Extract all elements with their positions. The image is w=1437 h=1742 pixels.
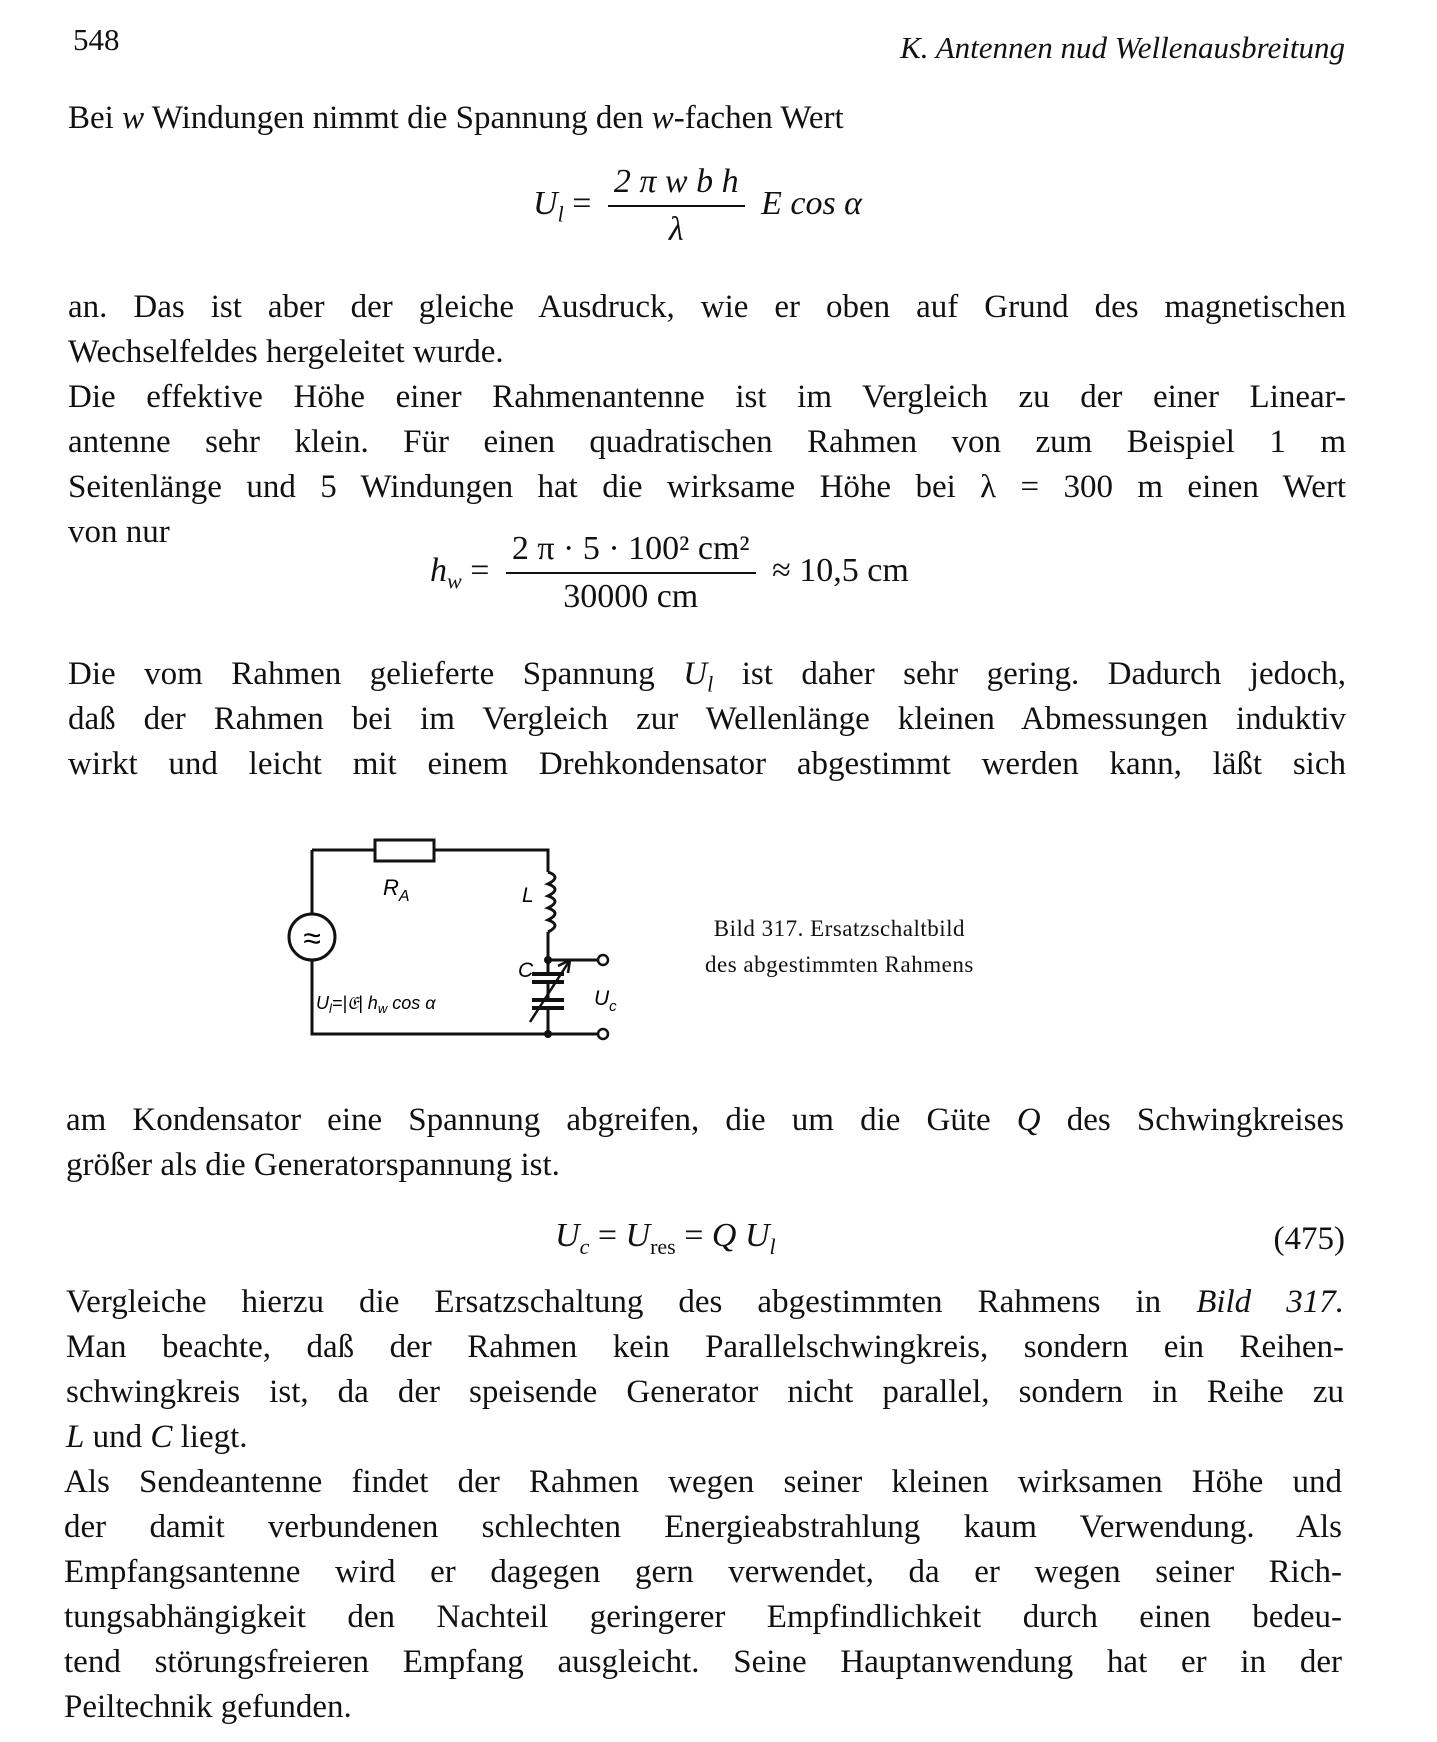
paragraph-5: am Kondensator eine Spannung abgreifen, die um die Güte Q des Schwingkreises größer als die Generatorspannung ist. [66,1102,1344,1183]
inductor-l [548,872,555,932]
label-source-voltage: $U_l=|𝔈|$ $h_w$ cos α [316,993,436,1016]
paragraph-7: Als Sendeantenne findet der Rahmen wegen seiner kleinen wirksamen Höhe und der damit verbundenen schlechten Energieabstrahlung kaum Verwendung. Als Empfangsantenne wird er dagegen gern verwendet, da er wegen seiner Rich- tungsabhängigkeit den Nachteil geringerer Empfindlichkeit durch einen bedeu- tend störungsfreieren Empfang ausgleicht. Seine Hauptanwendung hat er in der Peiltechnik gefunden. [64,1464,1342,1725]
circuit-diagram [280,832,630,1047]
paragraph-1: Bei w Windungen nimmt die Spannung den w-fachen Wert [68,100,844,136]
label-c: C [518,959,534,982]
figure-caption: Bild 317. Ersatzschaltbild des abgestimmten Rahmens [705,916,974,977]
page-number: 548 [73,22,120,57]
equation-1: $U_l$ = $\frac{\text{2 π w b h}}{\lambda}$ E cos α [533,163,863,248]
source-symbol-text: ≈ [303,920,321,956]
output-terminal-top [598,955,608,965]
paragraph-6: Vergleiche hierzu die Ersatzschaltung des abgestimmten Rahmens in Bild 317. Man beachte, daß der Rahmen kein Parallelschwingkreis, sondern ein Reihen- schwingkreis ist, da der speisende Generator nicht parallel, sondern in Reihe zu L und C liegt. [66,1284,1344,1455]
equation-2: $h_w$ = $\frac{\text{2 π · 5 · 100² cm²}}{30000 cm}$ ≈ 10,5 cm [430,530,909,615]
equation-2-fraction: $\frac{\text{2 π · 5 · 100² cm²}}{30000 cm}$ [506,530,756,616]
junction-dot-bottom [544,1030,552,1038]
resistor-ra [375,840,434,861]
chapter-title: K. Antennen nud Wellenausbreitung [900,30,1345,65]
wire-top-right [434,850,548,872]
junction-dot-top [544,956,552,964]
paragraph-4: Die vom Rahmen gelieferte Spannung $U_l$ ist daher sehr gering. Dadurch jedoch, daß der Rahmen bei im Vergleich zur Wellenlänge kleinen Abmessungen induktiv wirkt und leicht mit einem Drehkondensator abgestimmt werden kann, läßt sich [68,656,1346,782]
equation-1-fraction: $\frac{\text{2 π w b h}}{\lambda}$ [608,163,745,249]
label-l: L [522,884,534,907]
variable-capacitor-arrow [530,960,570,1022]
label-ra: $R_A$ [383,875,410,905]
equation-475: $U_c = U_{res} = Q$ $U_l$ [555,1217,776,1259]
label-uc: $U_c$ [594,987,617,1015]
equation-number: (475) [1273,1221,1345,1257]
paragraph-2: an. Das ist aber der gleiche Ausdruck, wie er oben auf Grund des magnetischen Wechselfeldes hergeleitet wurde. [68,289,1346,370]
paragraph-3: Die effektive Höhe einer Rahmenantenne ist im Vergleich zu der einer Linear- antenne sehr klein. Für einen quadratischen Rahmen von zum Beispiel 1 m Seitenlänge und 5 Windungen hat die wirksame Höhe bei λ = 300 m einen Wert von nur [68,379,1346,550]
output-terminal-bottom [598,1029,608,1039]
capacitor-c-plate-bottom [532,1000,564,1008]
